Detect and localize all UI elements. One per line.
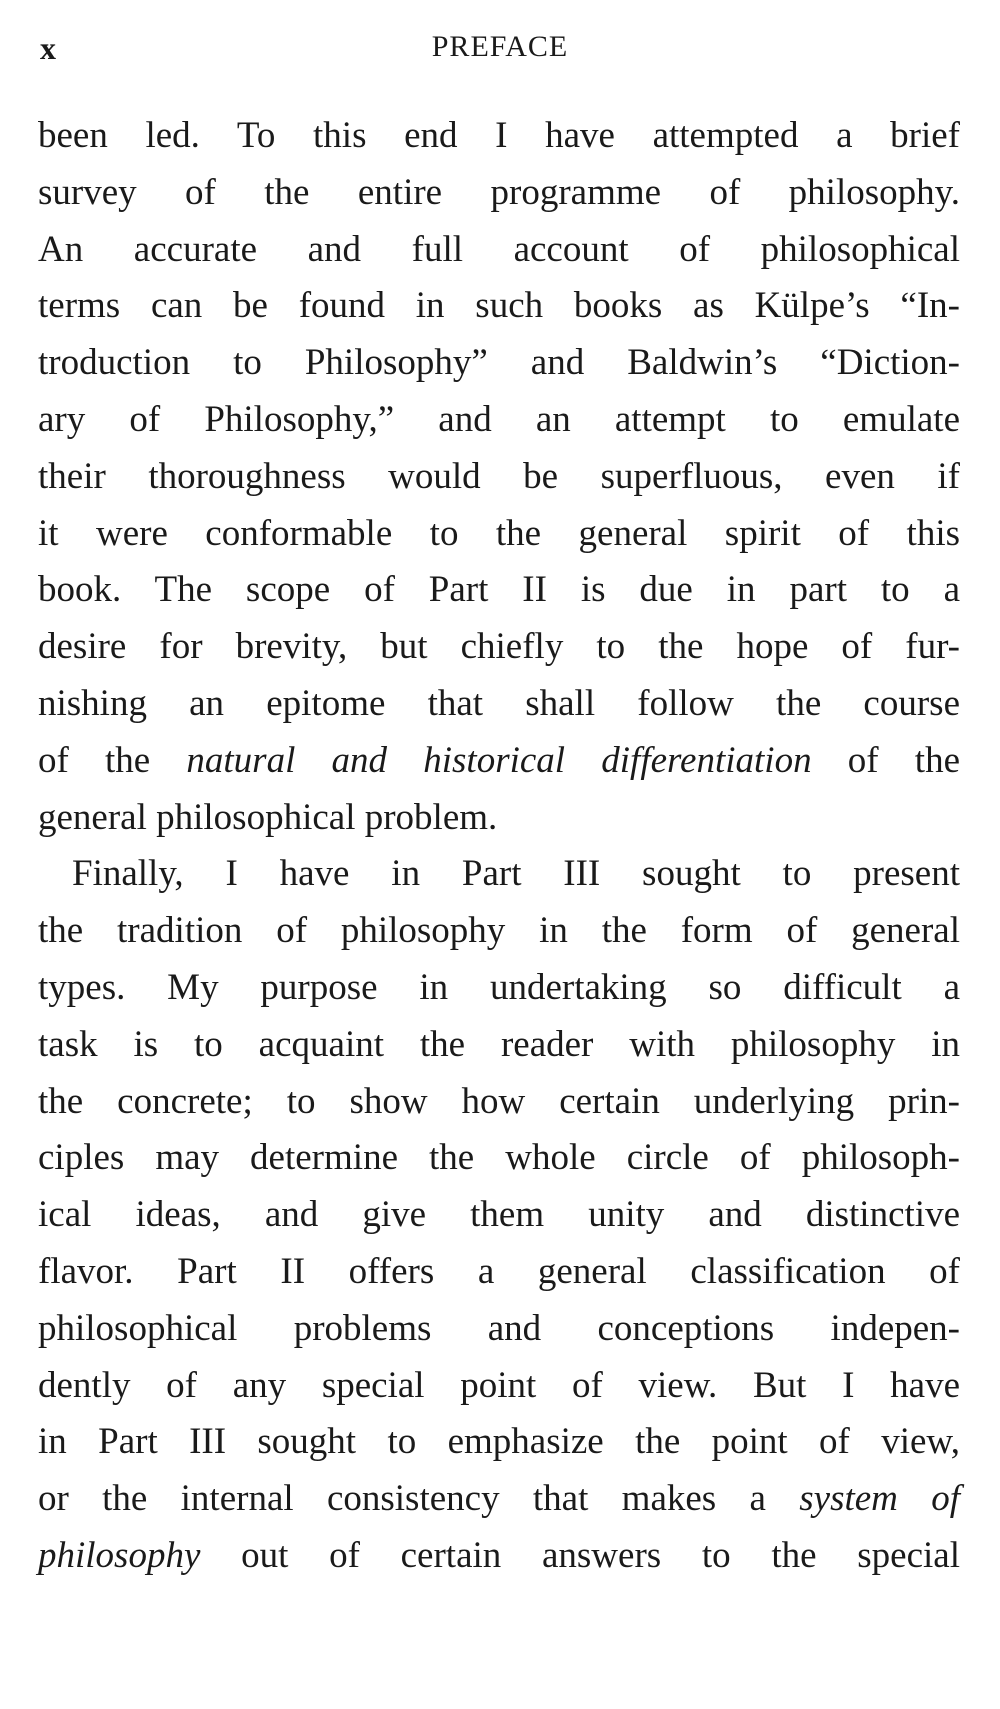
text-segment: book. The scope of Part II is due in part to a	[38, 569, 960, 611]
text-line	[38, 846, 960, 903]
text-line	[38, 1528, 960, 1585]
text-segment: task is to acquaint the reader with philosophy in	[38, 1023, 960, 1065]
text-segment: flavor. Part II offers a general classification of	[38, 1250, 960, 1292]
text-line	[38, 619, 960, 676]
text-segment: been led. To this end I have attempted a brief	[38, 115, 960, 156]
text-segment: types. My purpose in undertaking so difficult a	[38, 966, 960, 1008]
body-text	[38, 108, 960, 1585]
text-segment: out of certain answers to the special	[200, 1534, 960, 1576]
text-line	[38, 733, 960, 790]
italic-text: philosophy	[38, 1534, 201, 1576]
text-segment: ary of Philosophy,” and an attempt to emulate	[38, 398, 960, 440]
text-line	[38, 1017, 960, 1074]
text-segment: philosophical problems and conceptions indepen-	[38, 1307, 960, 1349]
text-segment: survey of the entire programme of philosophy.	[38, 171, 960, 213]
text-line	[38, 1358, 960, 1415]
page-number: x	[40, 30, 57, 66]
text-segment: ciples may determine the whole circle of philosoph-	[38, 1137, 960, 1179]
text-line	[38, 960, 960, 1017]
text-line	[38, 562, 960, 619]
text-line	[38, 1187, 960, 1244]
text-segment: general philosophical problem.	[38, 796, 498, 838]
text-line	[38, 903, 960, 960]
paragraph	[38, 846, 960, 1584]
text-line	[38, 222, 960, 279]
text-line	[38, 1130, 960, 1187]
text-segment: in Part III sought to emphasize the point of view,	[38, 1421, 960, 1463]
text-segment: it were conformable to the general spirit of this	[38, 512, 960, 554]
text-segment: An accurate and full account of philosophical	[38, 228, 960, 270]
text-line	[38, 1414, 960, 1471]
text-segment: of the	[38, 739, 187, 781]
italic-text: natural and historical differentiation	[186, 739, 812, 781]
page-header-title: PREFACE	[431, 30, 569, 63]
text-line	[38, 449, 960, 506]
text-line	[38, 335, 960, 392]
text-line	[38, 1074, 960, 1131]
text-line	[38, 506, 960, 563]
italic-text: system of	[799, 1478, 960, 1520]
text-line	[38, 278, 960, 335]
text-segment: the concrete; to show how certain underlying prin-	[38, 1080, 960, 1122]
text-segment: Finally, I have in Part III sought to present	[72, 853, 960, 895]
text-segment: their thoroughness would be superfluous, even if	[38, 455, 960, 497]
text-segment: desire for brevity, but chiefly to the hope of fur-	[38, 626, 960, 668]
text-line	[38, 1244, 960, 1301]
text-line	[38, 165, 960, 222]
text-line	[38, 108, 960, 165]
text-segment: troduction to Philosophy” and Baldwin’s “Diction-	[38, 342, 960, 384]
text-segment: or the internal consistency that makes a	[38, 1478, 800, 1520]
text-segment: terms can be found in such books as Külpe’s “In-	[38, 285, 960, 327]
paragraph	[38, 108, 960, 846]
text-segment: the tradition of philosophy in the form of general	[38, 910, 960, 952]
text-segment: nishing an epitome that shall follow the course	[38, 682, 960, 724]
text-line	[38, 1301, 960, 1358]
text-line	[38, 392, 960, 449]
running-head	[40, 30, 960, 70]
text-line	[38, 676, 960, 733]
text-segment: of the	[811, 739, 960, 781]
text-segment: dently of any special point of view. But I have	[38, 1364, 960, 1406]
text-segment: ical ideas, and give them unity and distinctive	[38, 1194, 960, 1236]
text-line	[38, 1471, 960, 1528]
text-line	[38, 790, 960, 847]
